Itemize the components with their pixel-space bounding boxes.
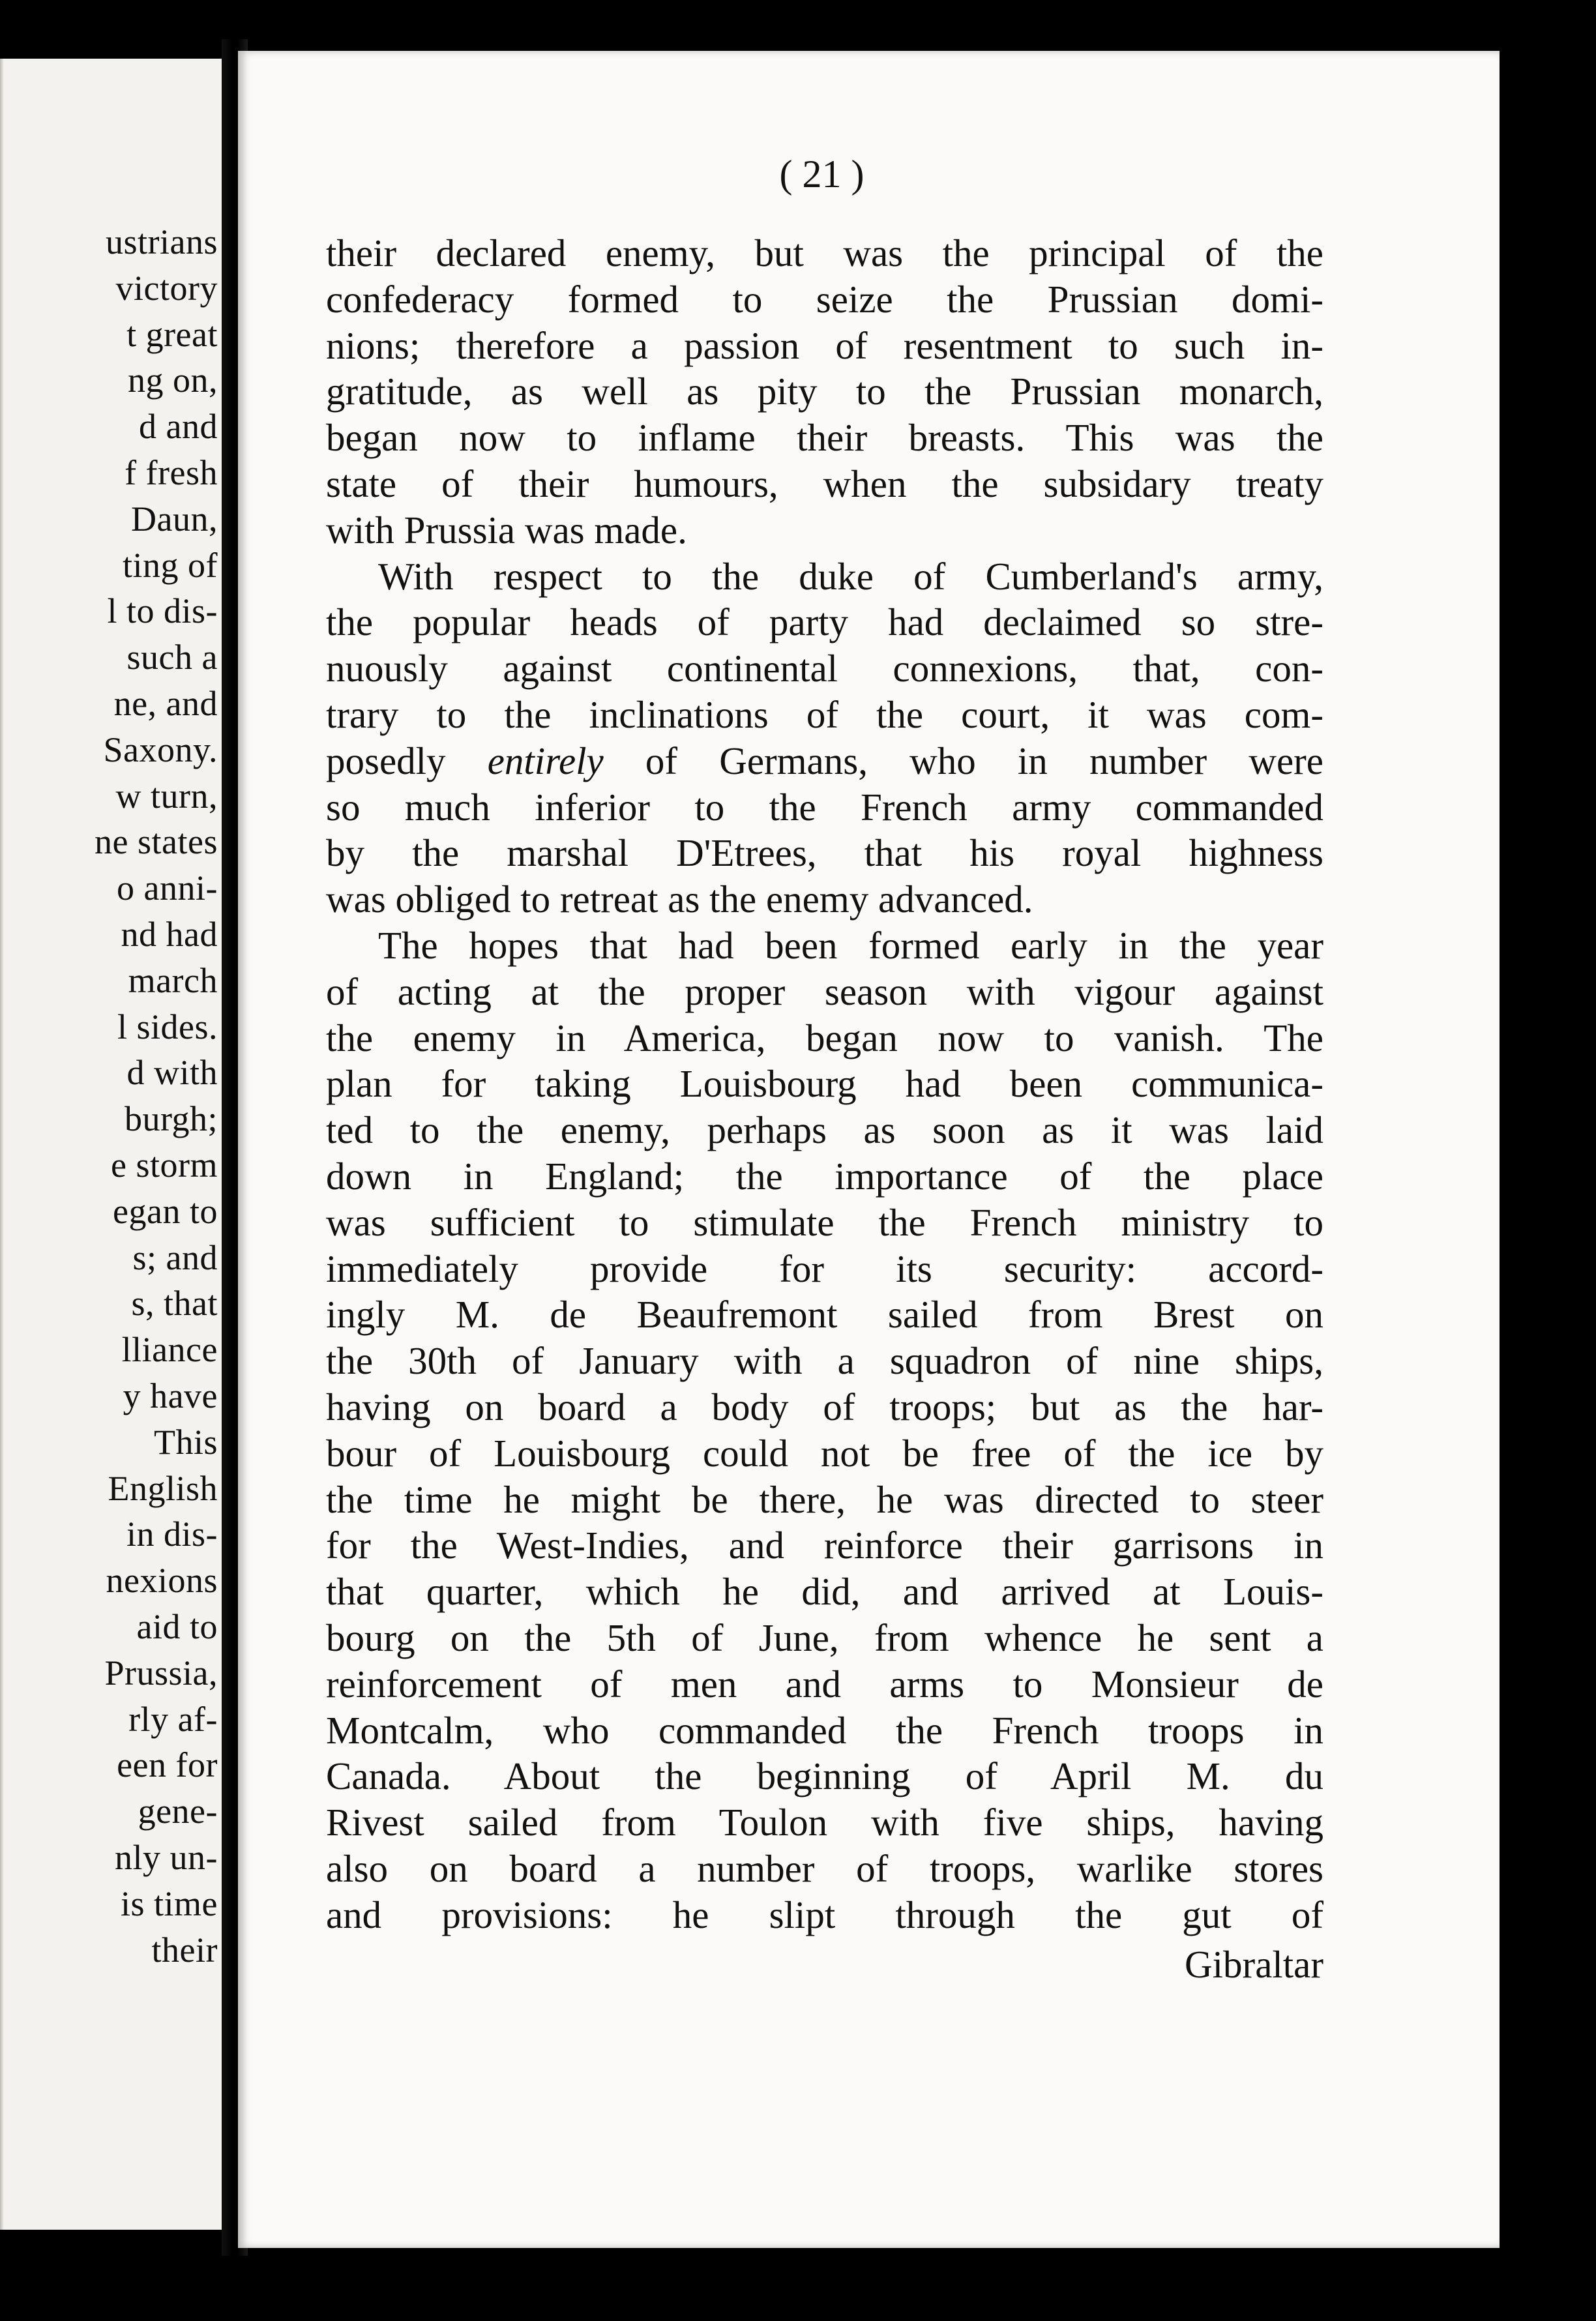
left-page-line: lliance [121,1330,218,1370]
left-page-line: burgh; [124,1099,218,1139]
catchword: Gibraltar [1185,1942,1323,1986]
text-line: with Prussia was made. [326,508,687,552]
text-segment: posedly [326,739,488,782]
text-line: bourg on the 5th of June, from whence he sent a [326,1616,1323,1659]
text-line: of acting at the proper season with vigour against [326,969,1323,1013]
text-line: was obliged to retreat as the enemy advanced. [326,878,1033,921]
text-line: so much inferior to the French army commanded [326,785,1323,829]
text-line: nions; therefore a passion of resentment to such in- [326,323,1323,367]
left-page-line: gene- [138,1792,218,1831]
text-line: ted to the enemy, perhaps as soon as it was laid [326,1108,1323,1152]
left-page-line: ne states [95,822,218,862]
left-page-line: Saxony. [103,730,218,769]
left-page-line: y have [123,1376,218,1415]
left-page-line: English [108,1468,218,1508]
left-page-line: l sides. [117,1007,218,1046]
left-page-edge [0,59,4,2230]
text-line: reinforcement of men and arms to Monsieur de [326,1662,1323,1706]
left-page-line: victory [115,268,218,308]
left-page-line: egan to [113,1191,218,1231]
text-line: having on board a body of troops; but as the har- [326,1385,1323,1428]
text-line: for the West-Indies, and reinforce their garrisons in [326,1524,1323,1567]
text-line: ingly M. de Beaufremont sailed from Brest on [326,1293,1323,1337]
text-line: bour of Louisbourg could not be free of the ice by [326,1431,1323,1475]
text-line: the popular heads of party had declaimed so stre- [326,600,1323,644]
text-line: trary to the inclinations of the court, it was com- [326,692,1323,736]
body-text [326,230,1323,1938]
text-line: began now to inflame their breasts. This was the [326,416,1323,460]
left-page-line: their [151,1930,218,1970]
text-line: the 30th of January with a squadron of nine ships, [326,1339,1323,1383]
text-line: by the marshal D'Etrees, that his royal highness [326,831,1323,875]
text-line: immediately provide for its security: accord- [326,1247,1323,1290]
left-page-line: een for [117,1745,218,1785]
text-line: was sufficient to stimulate the French ministry to [326,1200,1323,1244]
text-line: the enemy in America, began now to vanish. The [326,1016,1323,1059]
text-line: With respect to the duke of Cumberland's army, [378,554,1323,598]
left-page-line: nd had [121,915,218,954]
left-page-line: aid to [136,1607,218,1646]
page-number: ( 21 ) [779,153,864,196]
text-line: The hopes that had been formed early in the year [378,923,1323,967]
text-line: the time he might be there, he was directed to steer [326,1477,1323,1521]
left-page-line: s; and [132,1237,218,1277]
left-page-line: f fresh [125,453,218,492]
text-line: plan for taking Louisbourg had been communica- [326,1062,1323,1106]
text-line: also on board a number of troops, warlike stores [326,1846,1323,1890]
left-page-line: ne, and [113,684,218,723]
left-page-line: This [153,1422,218,1462]
left-page-line: s, that [131,1284,218,1323]
left-page-line: t great [126,314,218,354]
text-line: that quarter, which he did, and arrived at Louis- [326,1570,1323,1614]
left-page-line: Daun, [131,499,218,539]
left-page-line: d and [139,407,218,447]
text-line: down in England; the importance of the place [326,1154,1323,1198]
text-line: Montcalm, who commanded the French troops in [326,1708,1323,1752]
left-page-line: such a [126,638,218,677]
text-line: their declared enemy, but was the principal of the [326,231,1323,274]
left-page-line: ting of [123,545,218,585]
text-line: state of their humours, when the subsidary treaty [326,462,1323,505]
left-page-line: w turn, [115,776,218,816]
left-page-line: in dis- [126,1515,218,1554]
left-page-line: e storm [111,1146,218,1185]
left-page-line: is time [121,1884,218,1923]
left-page-fragment [0,59,222,2230]
text-line: nuously against continental connexions, that, con- [326,647,1323,690]
text-line [326,738,1323,784]
text-segment: of Germans, who in number were [603,739,1323,782]
left-page-line: d with [126,1053,218,1093]
text-line: and provisions: he slipt through the gut of [326,1893,1323,1936]
text-line: gratitude, as well as pity to the Prussian monarch, [326,370,1323,413]
text-line: Rivest sailed from Toulon with five ships, having [326,1801,1323,1844]
text-line: confederacy formed to seize the Prussian domi- [326,277,1323,321]
text-line: Canada. About the beginning of April M. du [326,1754,1323,1798]
left-page-line: march [128,960,218,1000]
left-page-line: l to dis- [107,591,218,631]
left-page-line: Prussia, [104,1653,218,1693]
left-page-line: rly af- [128,1699,218,1739]
left-page-line: ustrians [106,222,218,261]
italic-text: entirely [487,739,604,782]
left-page-line: ng on, [128,361,218,400]
left-page-line: nly un- [115,1838,218,1877]
right-page [238,51,1500,2248]
left-page-line: nexions [106,1561,218,1601]
left-page-line: o anni- [117,868,218,908]
